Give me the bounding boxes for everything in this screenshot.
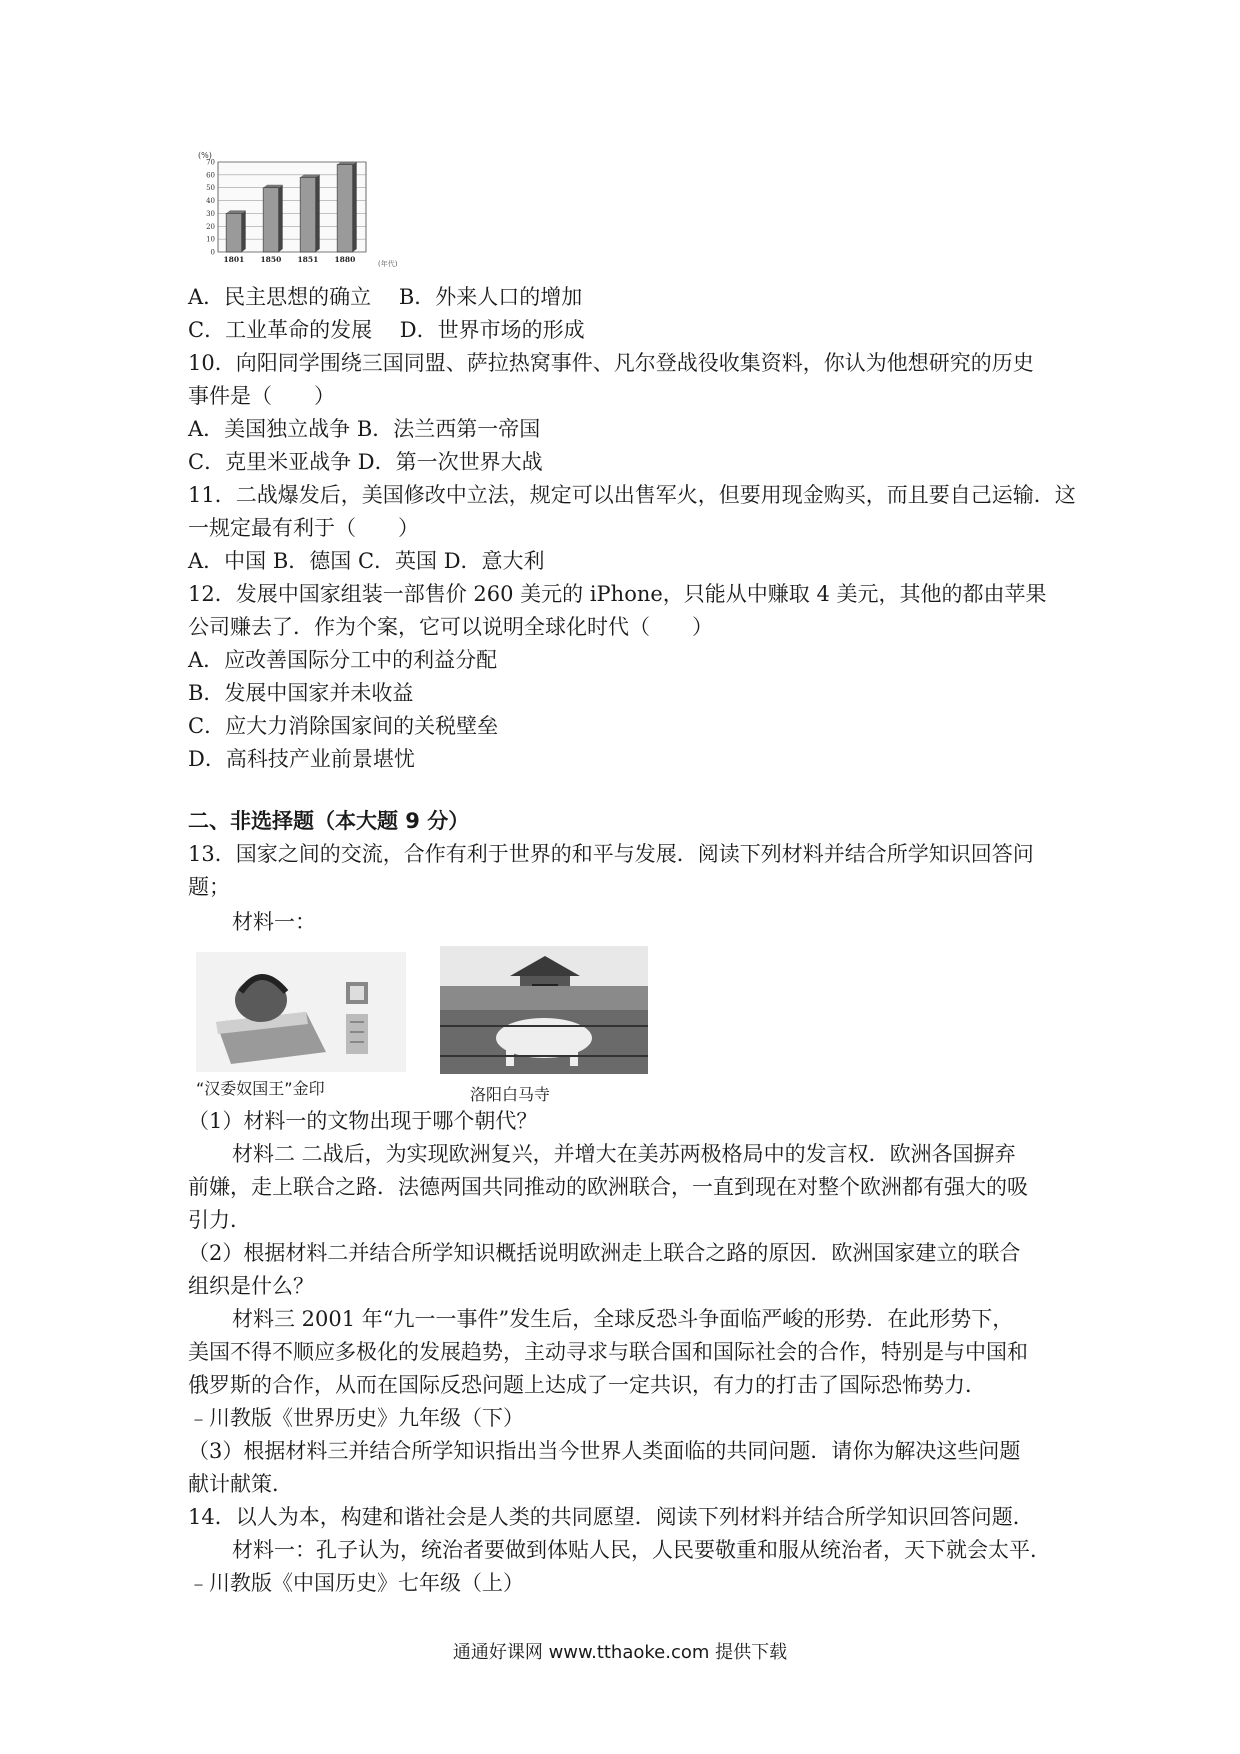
q12-option-b: B．发展中国家并未收益	[188, 681, 414, 705]
q13-material1-label: 材料一：	[232, 910, 316, 934]
chart-bar	[337, 165, 353, 252]
chart-y-tick-label: 30	[206, 209, 215, 218]
q13-stem-line2: 题；	[188, 875, 230, 899]
q12-option-d: D．高科技产业前景堪忧	[188, 747, 415, 771]
caption-white-horse-temple: 洛阳白马寺	[470, 1085, 551, 1104]
q13-sub3-line2: 献计献策．	[188, 1472, 293, 1496]
q13-material2-line3: 引力．	[188, 1208, 251, 1232]
q13-material2-line1: 材料二 二战后，为实现欧洲复兴，并增大在美苏两极格局中的发言权．欧洲各国摒弃	[232, 1142, 1016, 1166]
q13-material3-line3: 俄罗斯的合作，从而在国际反恐问题上达成了一定共识，有力的打击了国际恐怖势力．	[188, 1373, 986, 1397]
q9-options-cd: C．工业革命的发展 D．世界市场的形成	[188, 318, 585, 342]
q13-material3-line1: 材料三 2001 年“九一一事件”发生后，全球反恐斗争面临严峻的形势．在此形势下，	[232, 1307, 1014, 1331]
q13-sub3-line1: （3）根据材料三并结合所学知识指出当今世界人类面临的共同问题．请你为解决这些问题	[188, 1439, 1021, 1463]
q10-options-ab: A．美国独立战争 B．法兰西第一帝国	[188, 417, 541, 441]
chart-bar-side	[242, 210, 246, 252]
q10-options-cd: C．克里米亚战争 D．第一次世界大战	[188, 450, 543, 474]
q11-stem-line2: 一规定最有利于（ ）	[188, 516, 419, 540]
q13-sub2-line2: 组织是什么？	[188, 1274, 314, 1298]
chart-x-unit: (年代)	[378, 260, 398, 268]
gold-seal-image	[196, 952, 406, 1072]
q10-stem-line2: 事件是（ ）	[188, 384, 335, 408]
q14-stem: 14．以人为本，构建和谐社会是人类的共同愿望．阅读下列材料并结合所学知识回答问题．	[188, 1505, 1034, 1529]
chart-unit: (%)	[198, 151, 212, 160]
q13-material3-source: ﹣川教版《世界历史》九年级（下）	[188, 1406, 524, 1430]
chart-x-tick-label: 1801	[223, 255, 245, 264]
chart-x-tick-label: 1880	[334, 255, 356, 264]
chart-y-tick-label: 10	[206, 235, 215, 244]
q12-option-c: C．应大力消除国家间的关税壁垒	[188, 714, 499, 738]
chart-y-tick-label: 50	[206, 184, 215, 193]
chart-bar	[263, 188, 279, 252]
chart-bar	[300, 177, 316, 252]
q13-sub1: （1）材料一的文物出现于哪个朝代？	[188, 1109, 538, 1133]
q10-stem-line1: 10．向阳同学围绕三国同盟、萨拉热窝事件、凡尔登战役收集资料，你认为他想研究的历史	[188, 351, 1034, 375]
q9-options-ab: A．民主思想的确立 B．外来人口的增加	[188, 285, 583, 309]
q12-stem-line1: 12．发展中国家组装一部售价 260 美元的 iPhone，只能从中赚取 4 美元，其他的都由苹果	[188, 582, 1047, 606]
chart-y-tick-label: 0	[210, 248, 215, 257]
q12-option-a: A．应改善国际分工中的利益分配	[188, 648, 498, 672]
q14-material1: 材料一：孔子认为，统治者要做到体贴人民，人民要敬重和服从统治者，天下就会太平．	[232, 1538, 1051, 1562]
q13-stem-line1: 13．国家之间的交流，合作有利于世界的和平与发展．阅读下列材料并结合所学知识回答问	[188, 842, 1034, 866]
white-horse-temple-image	[440, 946, 648, 1074]
footer-download-note: 通通好课网 www.tthaoke.com 提供下载	[452, 1642, 788, 1663]
chart-bar-side	[353, 162, 357, 252]
chart-y-ticks	[206, 159, 215, 257]
q11-options: A．中国 B．德国 C．英国 D．意大利	[188, 549, 545, 573]
chart-x-tick-label: 1850	[260, 255, 282, 264]
chart-bar-side	[279, 185, 283, 252]
chart-y-tick-label: 70	[206, 158, 215, 167]
chart-y-tick-label: 60	[206, 171, 215, 180]
q13-sub2-line1: （2）根据材料二并结合所学知识概括说明欧洲走上联合之路的原因．欧洲国家建立的联合	[188, 1241, 1021, 1265]
caption-gold-seal: “汉委奴国王”金印	[196, 1079, 325, 1098]
chart-x-tick-label: 1851	[297, 255, 319, 264]
q11-stem-line1: 11．二战爆发后，美国修改中立法，规定可以出售军火，但要用现金购买，而且要自己运输．这	[188, 483, 1076, 507]
section2-title: 二、非选择题（本大题 9 分）	[188, 809, 470, 833]
chart-bar-side	[316, 174, 320, 252]
q13-material2-line2: 前嫌，走上联合之路．法德两国共同推动的欧洲联合，一直到现在对整个欧洲都有强大的吸	[188, 1175, 1028, 1199]
chart-y-tick-label: 20	[206, 222, 215, 231]
population-bar-chart	[196, 148, 416, 270]
chart-bar	[226, 213, 242, 252]
q13-material3-line2: 美国不得不顺应多极化的发展趋势，主动寻求与联合国和国际社会的合作，特别是与中国和	[188, 1340, 1028, 1364]
q12-stem-line2: 公司赚去了．作为个案，它可以说明全球化时代（ ）	[188, 615, 713, 639]
chart-y-tick-label: 40	[206, 197, 215, 206]
chart-x-ticks	[223, 255, 355, 264]
q14-material1-source: ﹣川教版《中国历史》七年级（上）	[188, 1571, 524, 1595]
